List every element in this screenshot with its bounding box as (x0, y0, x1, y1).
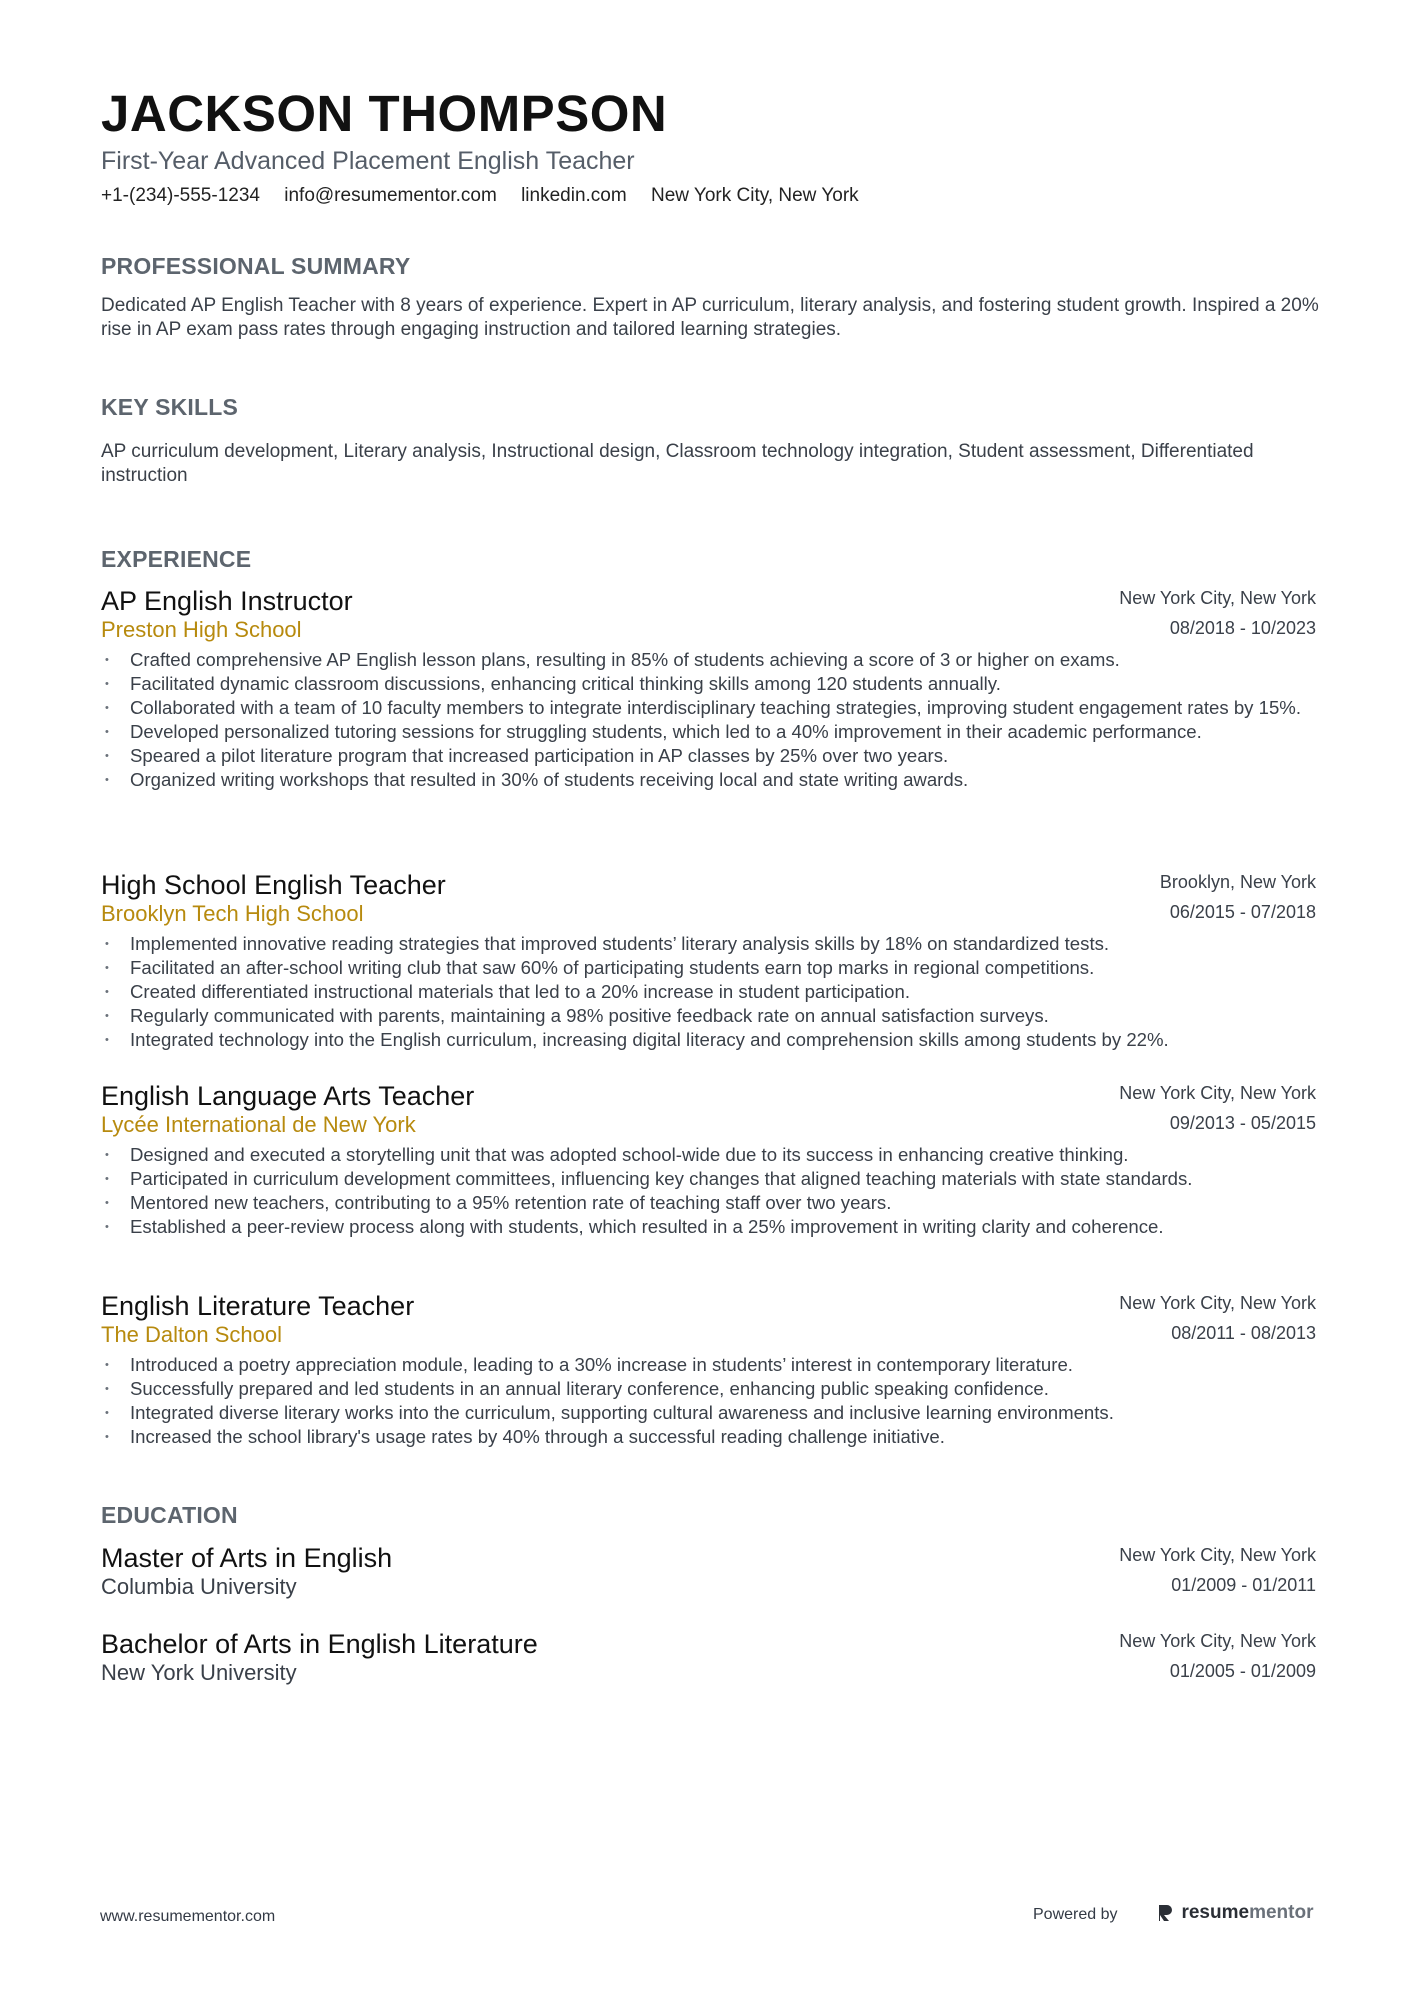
education-school: New York University (101, 1660, 297, 1685)
job-bullet: • Implemented innovative reading strategies that improved students’ literary analysis skills by 18% on standardized tests. (101, 932, 1316, 956)
skills-heading: KEY SKILLS (101, 394, 239, 420)
job-bullet: • Participated in curriculum development committees, influencing key changes that aligned teaching materials with state standards. (101, 1167, 1316, 1191)
job-location: Brooklyn, New York (1159, 872, 1316, 892)
candidate-name: JACKSON THOMPSON (101, 85, 668, 142)
job-bullet: • Collaborated with a team of 10 faculty members to integrate interdisciplinary teaching strategies, improving student engagement rates by 15%. (101, 696, 1316, 720)
job-title: English Language Arts Teacher (101, 1081, 475, 1111)
experience-heading: EXPERIENCE (101, 546, 252, 572)
job-company: The Dalton School (101, 1322, 282, 1347)
resumementor-logo[interactable] (1157, 1902, 1313, 1926)
job-dates: 08/2018 - 10/2023 (1169, 618, 1316, 638)
job-location: New York City, New York (1119, 1293, 1316, 1313)
job-location: New York City, New York (1119, 588, 1316, 608)
brand-wordmark-light: mentor (1249, 1902, 1314, 1923)
job-bullet: • Facilitated an after-school writing club that saw 60% of participating students earn top marks in regional competitions. (101, 956, 1316, 980)
resumementor-logo-icon (1157, 1903, 1173, 1923)
job-bullet: • Facilitated dynamic classroom discussions, enhancing critical thinking skills among 120 students annually. (101, 672, 1316, 696)
education-degree: Master of Arts in English (101, 1543, 393, 1573)
job-title: English Literature Teacher (101, 1291, 415, 1321)
job-dates: 09/2013 - 05/2015 (1169, 1113, 1316, 1133)
brand-wordmark (1181, 1902, 1313, 1924)
job-bullet: • Developed personalized tutoring sessions for struggling students, which led to a 40% improvement in their academic performance. (101, 720, 1316, 744)
education-dates: 01/2005 - 01/2009 (1169, 1661, 1316, 1681)
job-company: Preston High School (101, 617, 302, 642)
summary-text: Dedicated AP English Teacher with 8 years of experience. Expert in AP curriculum, literary analysis, and fostering student growth. Inspired a 20% rise in AP exam pass rates through engaging instruction and tailored learning strategies. (101, 295, 1319, 340)
job-bullets (101, 1143, 1316, 1239)
job-bullets (101, 932, 1316, 1052)
job-title: AP English Instructor (101, 586, 353, 616)
job-bullet: • Crafted comprehensive AP English lesson plans, resulting in 85% of students achieving a score of 3 or higher on exams. (101, 648, 1316, 672)
job-bullet: • Integrated technology into the English curriculum, increasing digital literacy and comprehension skills among students by 22%. (101, 1028, 1316, 1052)
education-dates: 01/2009 - 01/2011 (1171, 1575, 1316, 1595)
job-bullet: • Increased the school library's usage rates by 40% through a successful reading challenge initiative. (101, 1425, 1316, 1449)
job-bullet: • Speared a pilot literature program that increased participation in AP classes by 25% over two years. (101, 744, 1316, 768)
job-bullet: • Organized writing workshops that resulted in 30% of students receiving local and state writing awards. (101, 768, 1316, 792)
job-bullet: • Mentored new teachers, contributing to a 95% retention rate of teaching staff over two years. (101, 1191, 1316, 1215)
footer-url[interactable]: www.resumementor.com (100, 1908, 276, 1925)
job-dates: 06/2015 - 07/2018 (1169, 902, 1316, 922)
skills-text: AP curriculum development, Literary analysis, Instructional design, Classroom technology integration, Student assessment, Differentiated instruction (101, 441, 1254, 486)
education-location: New York City, New York (1119, 1631, 1316, 1651)
job-company: Brooklyn Tech High School (101, 901, 364, 926)
summary-heading: PROFESSIONAL SUMMARY (101, 253, 411, 279)
education-heading: EDUCATION (101, 1502, 238, 1528)
education-degree: Bachelor of Arts in English Literature (101, 1629, 538, 1659)
job-bullet: • Successfully prepared and led students in an annual literary conference, enhancing public speaking confidence. (101, 1377, 1316, 1401)
job-bullet: • Integrated diverse literary works into the curriculum, supporting cultural awareness and inclusive learning environments. (101, 1401, 1316, 1425)
contact-linkedin[interactable]: linkedin.com (521, 185, 627, 206)
job-title: High School English Teacher (101, 870, 446, 900)
candidate-title: First-Year Advanced Placement English Teacher (101, 147, 635, 175)
job-bullet: • Created differentiated instructional materials that led to a 20% increase in student participation. (101, 980, 1316, 1004)
job-company: Lycée International de New York (101, 1112, 416, 1137)
contact-phone: +1-(234)-555-1234 (101, 185, 260, 206)
contact-email[interactable]: info@resumementor.com (284, 185, 497, 206)
job-bullet: • Established a peer-review process along with students, which resulted in a 25% improvement in writing clarity and coherence. (101, 1215, 1316, 1239)
job-location: New York City, New York (1119, 1083, 1316, 1103)
job-dates: 08/2011 - 08/2013 (1171, 1323, 1316, 1343)
education-location: New York City, New York (1119, 1545, 1316, 1565)
contact-line (101, 183, 878, 209)
brand-wordmark-bold: resume (1181, 1902, 1250, 1923)
job-bullet: • Designed and executed a storytelling unit that was adopted school-wide due to its success in enhancing creative thinking. (101, 1143, 1316, 1167)
job-bullets (101, 1353, 1316, 1449)
job-bullet: • Introduced a poetry appreciation module, leading to a 30% increase in students’ interest in contemporary literature. (101, 1353, 1316, 1377)
contact-location: New York City, New York (650, 185, 859, 206)
job-bullet: • Regularly communicated with parents, maintaining a 98% positive feedback rate on annual satisfaction surveys. (101, 1004, 1316, 1028)
powered-by-label: Powered by (1033, 1906, 1118, 1923)
education-school: Columbia University (101, 1574, 297, 1599)
job-bullets (101, 648, 1316, 792)
